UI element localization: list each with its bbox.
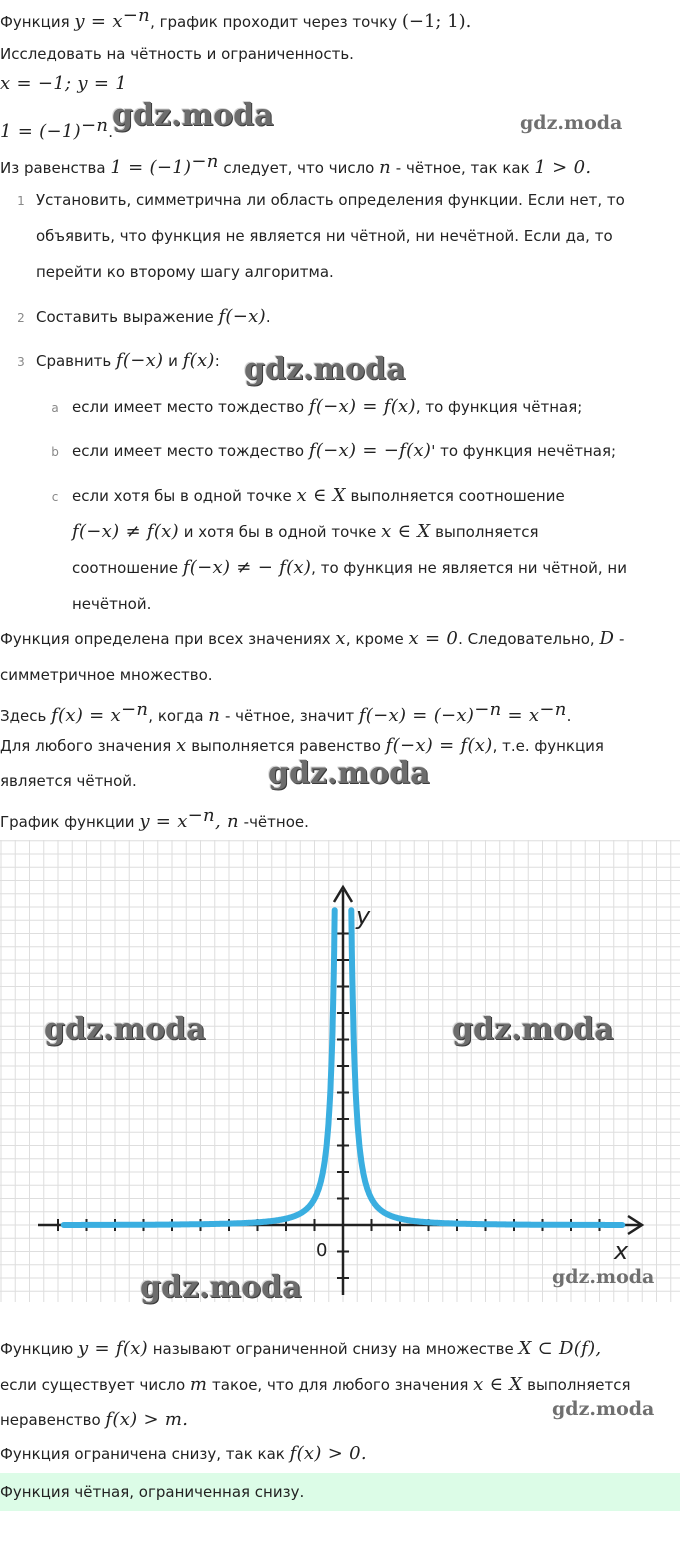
watermark: gdz.moda xyxy=(452,1012,614,1047)
task-line: Исследовать на чётность и ограниченность. xyxy=(0,45,354,63)
paragraph-line: Здесь $f(x) = x^{-n}$, когда n - чётное, значит $f(-x) = (-x)^{-n} = x^{-n}$. xyxy=(0,699,572,726)
grid xyxy=(0,840,680,1302)
x-axis-label: x xyxy=(614,1237,629,1265)
step-number: 2 xyxy=(17,311,25,325)
boundedness-line: Функция ограничена снизу, так как f(x) > 0. xyxy=(0,1443,367,1464)
step-text: объявить, что функция не является ни чётной, ни нечётной. Если да, то xyxy=(36,227,613,245)
definition-line: если существует число m такое, что для любого значения x ∈ X выполняется xyxy=(0,1374,631,1395)
condition-line: Функция $y = x^{-n}$, график проходит через точку (−1; 1). xyxy=(0,5,472,32)
watermark: gdz.moda xyxy=(244,352,406,387)
substep-text: если имеет место тождество f(−x) = f(x), то функция чётная; xyxy=(72,396,583,417)
axes xyxy=(38,887,642,1295)
paragraph-line: График функции $y = x^{-n}$, n -чётное. xyxy=(0,805,309,832)
watermark: gdz.moda xyxy=(520,112,623,134)
step-number: 3 xyxy=(17,355,25,369)
watermark: gdz.moda xyxy=(268,756,430,791)
equation-line: $1 = (-1)^{-n}$. xyxy=(0,115,114,142)
paragraph-line: Функция определена при всех значениях x, кроме x = 0. Следовательно, D - xyxy=(0,628,625,649)
curve-left-branch xyxy=(64,910,335,1225)
watermark: gdz.moda xyxy=(44,1012,206,1047)
watermark: gdz.moda xyxy=(112,98,274,133)
watermark: gdz.moda xyxy=(140,1270,302,1305)
paragraph-line: Для любого значения x выполняется равенство f(−x) = f(x), т.е. функция xyxy=(0,735,604,756)
substep-text: если хотя бы в одной точке x ∈ X выполняется соотношение xyxy=(72,485,565,506)
substep-letter: a xyxy=(51,401,59,415)
answer-box: Функция чётная, ограниченная снизу. xyxy=(0,1473,680,1511)
step-text: перейти ко второму шагу алгоритма. xyxy=(36,263,334,281)
substep-text: если имеет место тождество f(−x) = −f(x)' то функция нечётная; xyxy=(72,440,617,461)
step-text: Установить, симметрична ли область определения функции. Если нет, то xyxy=(36,191,625,209)
step-number: 1 xyxy=(17,194,25,208)
conclusion-line: Из равенства $1 = (-1)^{-n}$ следует, что число n - чётное, так как 1 > 0. xyxy=(0,151,592,178)
step-text: Сравнить f(−x) и f(x): xyxy=(36,350,220,371)
function-graph xyxy=(0,840,680,1302)
origin-label: 0 xyxy=(316,1240,328,1261)
step-text: Составить выражение f(−x). xyxy=(36,306,271,327)
watermark: gdz.moda xyxy=(552,1266,655,1288)
substep-text: соотношение f(−x) ≠ − f(x), то функция не является ни чётной, ни xyxy=(72,557,627,578)
curve-right-branch xyxy=(351,910,622,1225)
values-line: x = −1; y = 1 xyxy=(0,73,128,94)
definition-line: неравенство f(x) > m. xyxy=(0,1409,189,1430)
substep-letter: c xyxy=(51,490,59,504)
y-axis-label: y xyxy=(356,902,371,930)
substep-text: f(−x) ≠ f(x) и хотя бы в одной точке x ∈ X выполняется xyxy=(72,521,539,542)
paragraph-line: симметричное множество. xyxy=(0,666,213,684)
watermark: gdz.moda xyxy=(552,1398,655,1420)
paragraph-line: является чётной. xyxy=(0,772,137,790)
definition-line: Функцию y = f(x) называют ограниченной снизу на множестве X ⊂ D(f), xyxy=(0,1338,602,1359)
substep-text: нечётной. xyxy=(72,595,152,613)
substep-letter: b xyxy=(51,445,59,459)
